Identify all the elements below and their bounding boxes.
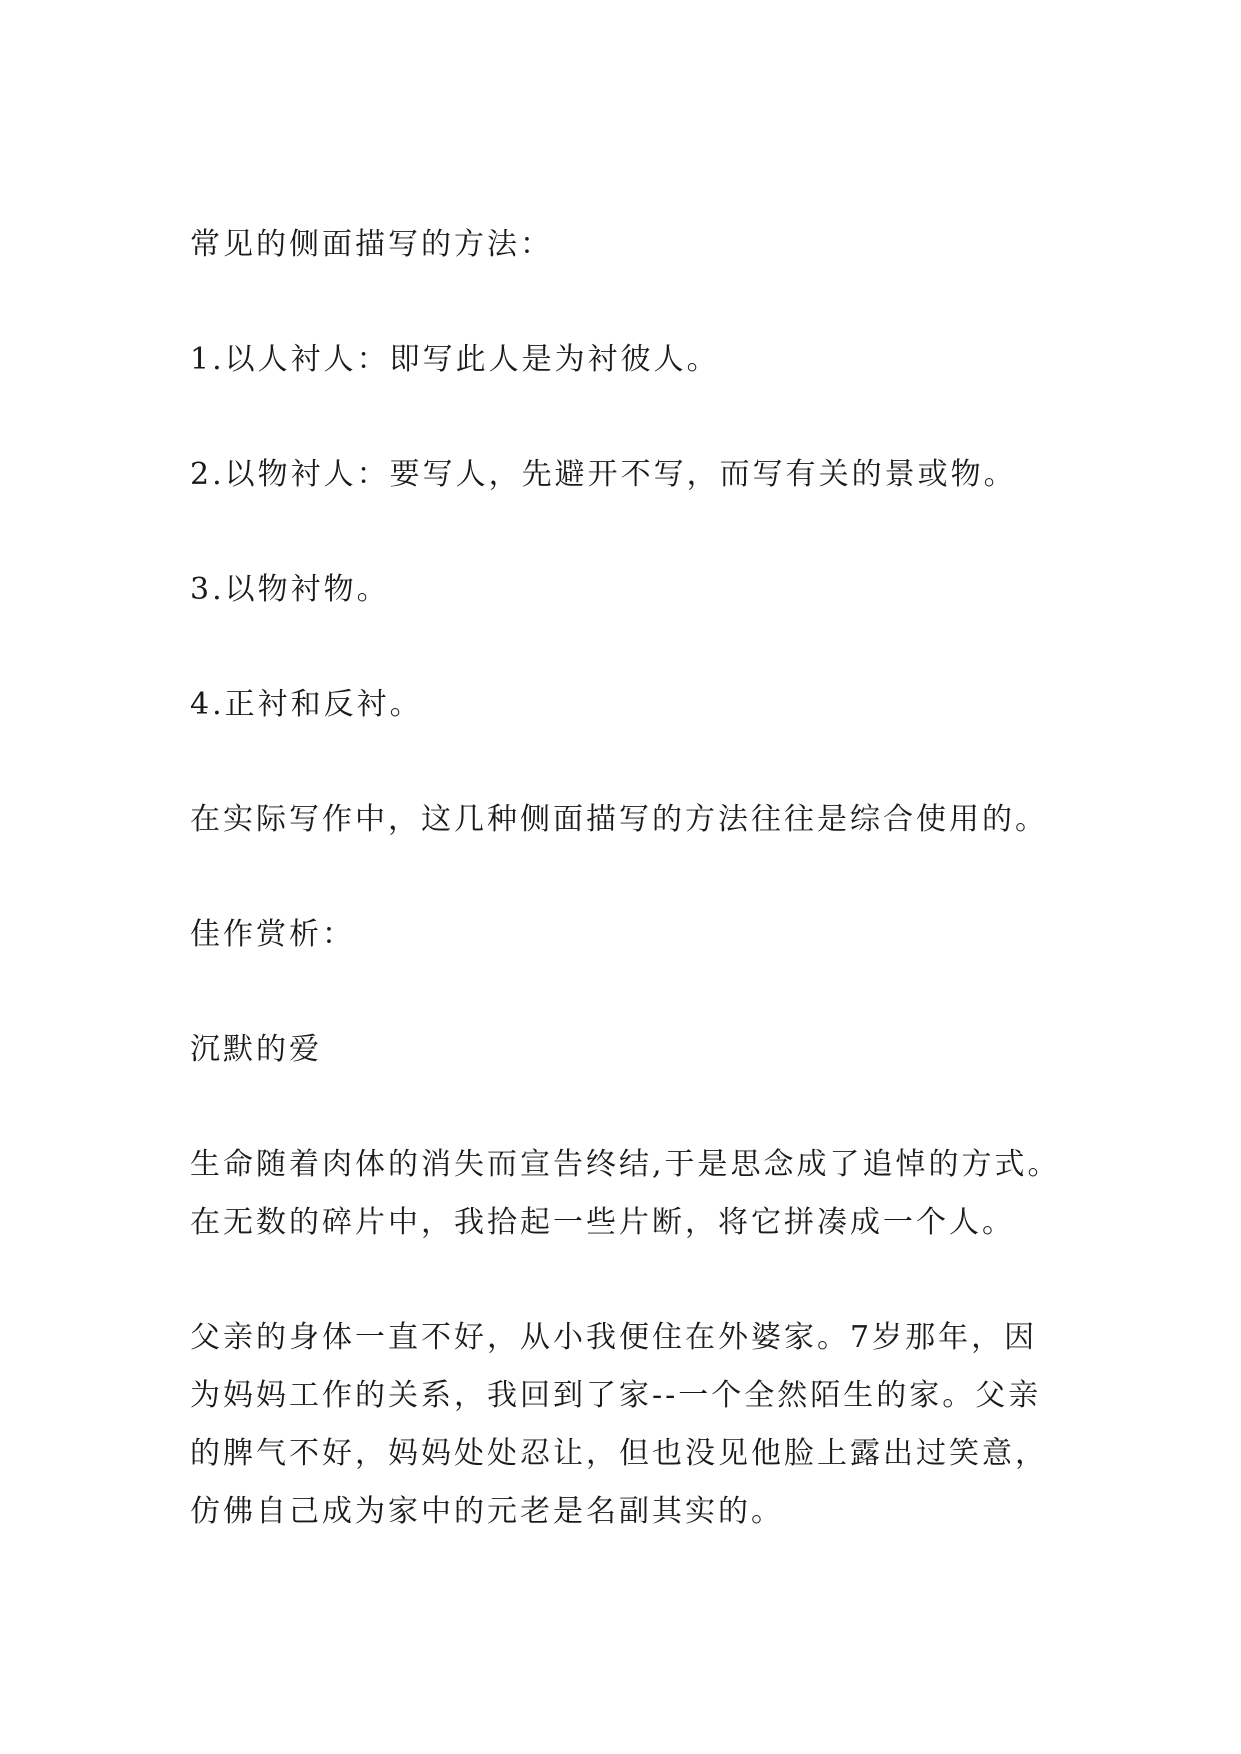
paragraph-1-line-2: 在无数的碎片中，我拾起一些片断，将它拼凑成一个人。 bbox=[190, 1205, 1015, 1240]
paragraph-1-line-1: 生命随着肉体的消失而宣告终结,于是思念成了追悼的方式。 bbox=[190, 1147, 1061, 1182]
method-item-3: 3.以物衬物。 bbox=[190, 572, 390, 607]
method-item-4: 4.正衬和反衬。 bbox=[190, 687, 423, 722]
appreciation-label: 佳作赏析： bbox=[190, 917, 355, 952]
essay-title: 沉默的爱 bbox=[190, 1032, 322, 1067]
paragraph-2-line-4: 仿佛自己成为家中的元老是名副其实的。 bbox=[190, 1494, 784, 1529]
paragraph-2-line-3: 的脾气不好，妈妈处处忍让，但也没见他脸上露出过笑意， bbox=[190, 1436, 1048, 1471]
paragraph-2-line-1: 父亲的身体一直不好，从小我便住在外婆家。7岁那年，因 bbox=[190, 1320, 1038, 1355]
method-item-1: 1.以人衬人：即写此人是为衬彼人。 bbox=[190, 342, 720, 377]
summary-text: 在实际写作中，这几种侧面描写的方法往往是综合使用的。 bbox=[190, 802, 1048, 837]
method-item-2: 2.以物衬人：要写人，先避开不写，而写有关的景或物。 bbox=[190, 457, 1017, 492]
methods-heading: 常见的侧面描写的方法： bbox=[190, 227, 553, 262]
paragraph-2-line-2: 为妈妈工作的关系，我回到了家--一个全然陌生的家。父亲 bbox=[190, 1378, 1042, 1413]
